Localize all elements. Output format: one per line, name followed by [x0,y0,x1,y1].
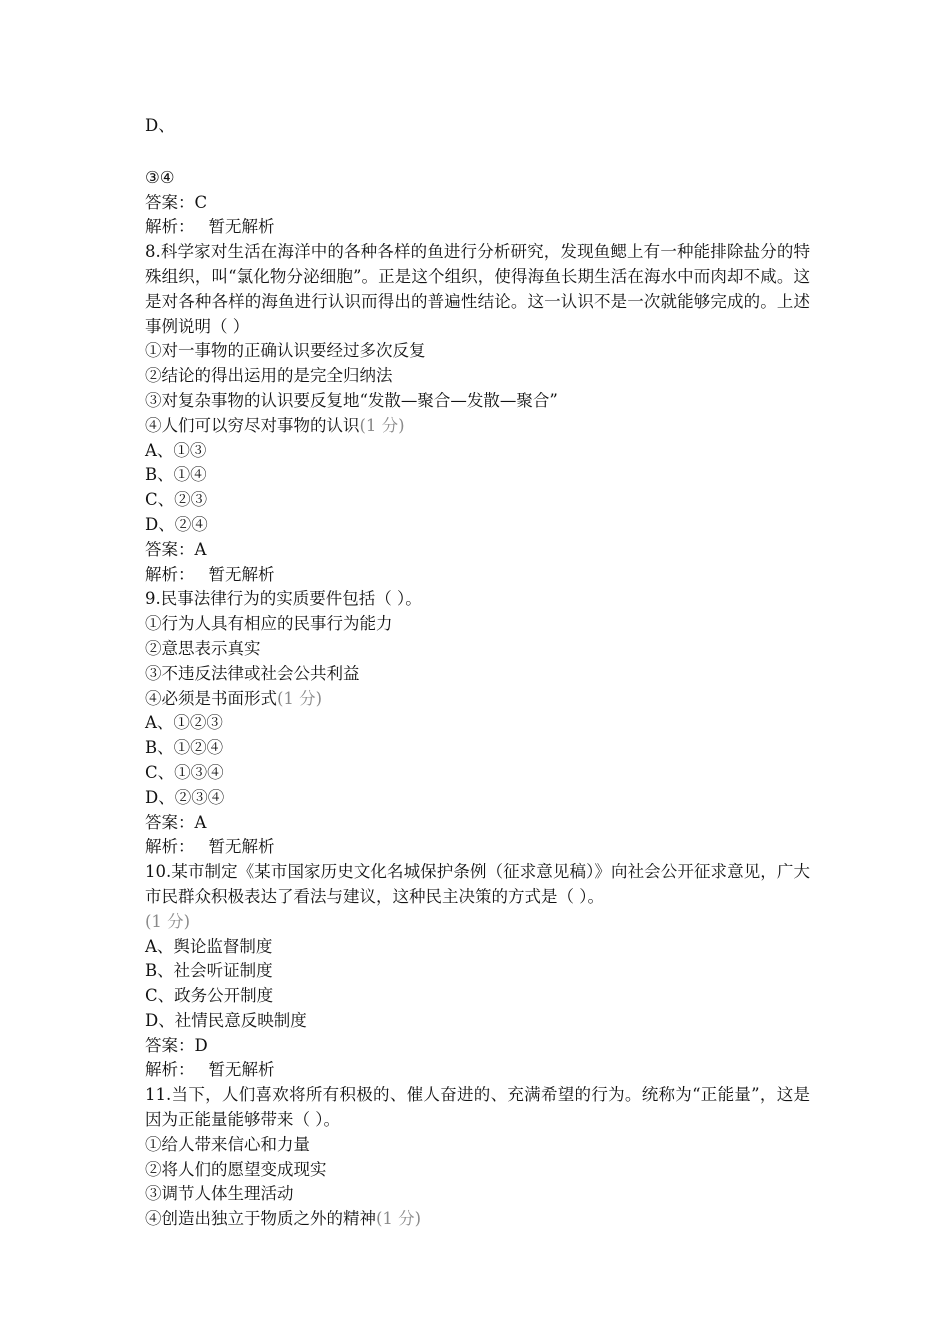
q7-option-d-label: D、 [145,116,175,135]
q9-option-a: A、①②③ [145,713,223,733]
q8-statement-2: ②结论的得出运用的是完全归纳法 [145,366,393,386]
q9-option-b: B、①②④ [145,738,224,758]
explain-label: 解析： [145,837,195,857]
q9-stem: 9.民事法律行为的实质要件包括（ ）。 [145,589,422,609]
q8-statement-4 [145,414,810,439]
q8-option-c: C、②③ [145,490,208,510]
q11-statement-1: ①给人带来信心和力量 [145,1134,310,1154]
explain-label: 解析： [145,564,195,584]
score-label: (1 分) [359,415,405,435]
explain-text: 暂无解析 [208,837,275,857]
q9-option-d: D、②③④ [145,787,225,807]
q8-option-b: B、①④ [145,465,207,485]
q7-explanation [145,215,810,240]
q11-statement-2: ②将人们的愿望变成现实 [145,1159,327,1179]
q9-statement-2: ②意思表示真实 [145,638,261,658]
q9-statement-1: ①行为人具有相应的民事行为能力 [145,614,393,634]
q10-option-b: B、社会听证制度 [145,961,273,981]
score-label: (1 分) [277,688,323,708]
q11-stem: 11.当下，人们喜欢将所有积极的、催人奋进的、充满希望的行为。统称为“正能量”，这是因为正能量能够带来（ ）。 [145,1085,810,1130]
q7-answer: 答案：C [145,192,208,212]
q11-statement-3: ③调节人体生理活动 [145,1184,294,1204]
q10-option-c: C、政务公开制度 [145,986,274,1006]
explain-label: 解析： [145,217,195,237]
statement-text: ④创造出独立于物质之外的精神 [145,1209,376,1229]
q9-statement-3: ③不违反法律或社会公共利益 [145,663,360,683]
statement-text: ④必须是书面形式 [145,688,277,708]
explain-label: 解析： [145,1060,195,1080]
q10-stem: 10.某市制定《某市国家历史文化名城保护条例（征求意见稿）》向社会公开征求意见，广大市民群众积极表达了看法与建议，这种民主决策的方式是（ ）。 [145,862,810,906]
explain-text: 暂无解析 [208,564,275,584]
q9-answer: 答案：A [145,812,207,832]
q10-score-label: (1 分) [145,911,191,931]
q8-option-a: A、①③ [145,440,207,460]
q9-explanation [145,835,810,860]
statement-text: ④人们可以穷尽对事物的认识 [145,415,360,435]
q10-option-a: A、舆论监督制度 [145,936,273,956]
q9-option-c: C、①③④ [145,762,224,782]
q8-answer: 答案：A [145,539,207,559]
q10-explanation [145,1058,810,1083]
question-content [145,114,810,1232]
q7-option-d-value: ③④ [145,167,175,187]
score-label: (1 分) [376,1209,422,1229]
q10-answer: 答案：D [145,1035,208,1055]
q8-option-d: D、②④ [145,514,208,534]
q8-stem: 8.科学家对生活在海洋中的各种各样的鱼进行分析研究，发现鱼鳃上有一种能排除盐分的特殊组织，叫“氯化物分泌细胞”。正是这个组织，使得海鱼长期生活在海水中而肉却不咸。这是对各种各样的海鱼进行认识而得出的普遍性结论。这一认识不是一次就能够完成的。上述事例说明（ ） [145,242,810,336]
q8-statement-3: ③对复杂事物的认识要反复地“发散—聚合—发散—聚合” [145,390,558,410]
explain-text: 暂无解析 [208,217,275,237]
q8-explanation [145,563,810,588]
q10-option-d: D、社情民意反映制度 [145,1010,307,1030]
q8-statement-1: ①对一事物的正确认识要经过多次反复 [145,341,426,361]
explain-text: 暂无解析 [208,1060,275,1080]
q11-statement-4 [145,1207,810,1232]
spacer [145,139,810,166]
q9-statement-4 [145,687,810,712]
